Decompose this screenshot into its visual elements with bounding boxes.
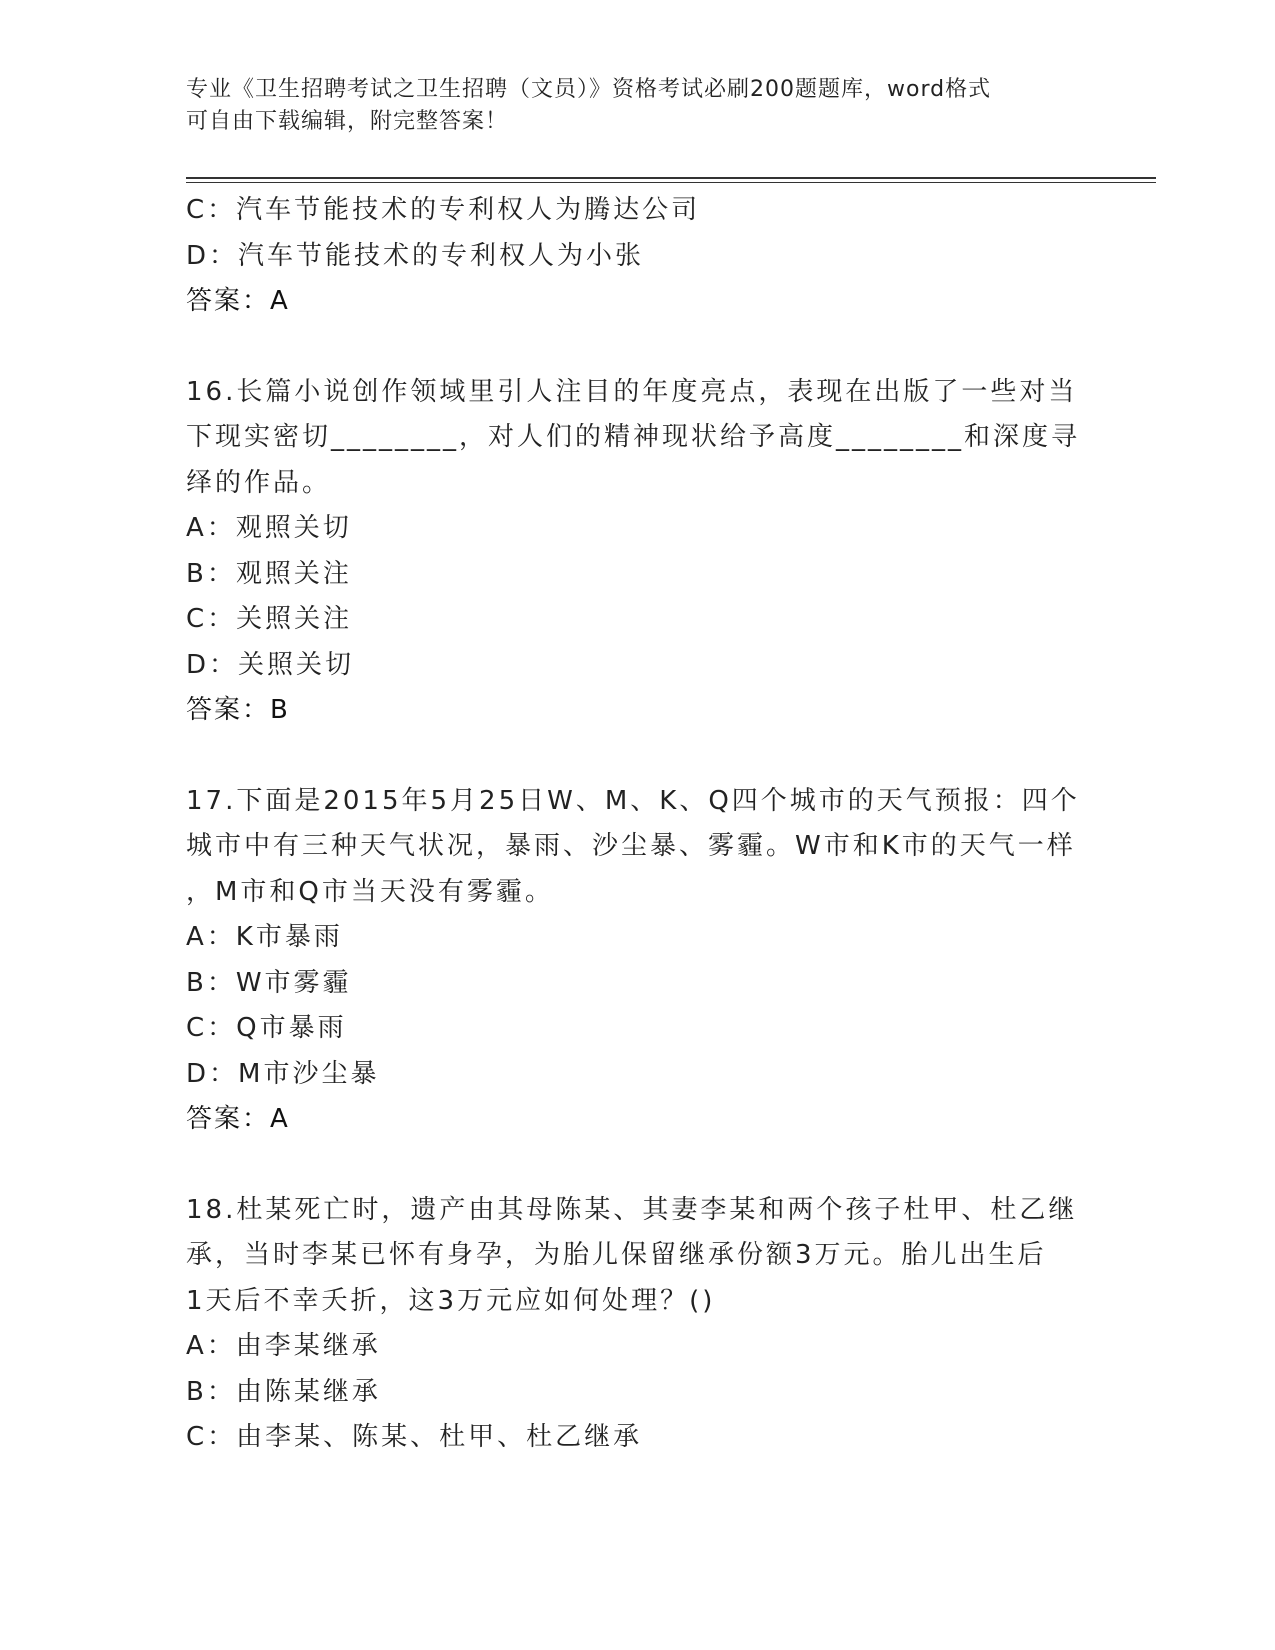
question-text-line: 绎的作品。 xyxy=(186,467,332,498)
option-b: B：由陈某继承 xyxy=(186,1376,381,1407)
answer-line: 答案：B xyxy=(186,695,290,725)
question-text-line: 1天后不幸夭折，这3万元应如何处理？() xyxy=(186,1285,716,1316)
question-block-15 xyxy=(186,188,1086,325)
option-d: D：汽车节能技术的专利权人为小张 xyxy=(186,240,645,271)
question-text-line: 承，当时李某已怀有身孕，为胎儿保留继承份额3万元。胎儿出生后 xyxy=(186,1240,1047,1270)
option-c: C：汽车节能技术的专利权人为腾达公司 xyxy=(186,195,701,225)
option-b: B：观照关注 xyxy=(186,558,352,589)
option-c: C：关照关注 xyxy=(186,604,353,634)
question-text-line: 下现实密切________，对人们的精神现状给予高度________和深度寻 xyxy=(186,422,1081,452)
question-block-16 xyxy=(186,370,1086,734)
spacer xyxy=(186,1143,1086,1188)
question-block-18 xyxy=(186,1188,1086,1461)
answer-line: 答案：A xyxy=(186,286,290,316)
question-list xyxy=(186,188,1086,1461)
question-text-line: 16.长篇小说创作领域里引人注目的年度亮点，表现在出版了一些对当 xyxy=(186,376,1078,407)
option-b: B：W市雾霾 xyxy=(186,967,352,998)
header-divider-thick xyxy=(186,177,1156,179)
document-header xyxy=(186,74,1086,138)
header-title-line-2: 可自由下载编辑，附完整答案！ xyxy=(186,109,509,134)
question-block-17 xyxy=(186,779,1086,1143)
question-text-line: 城市中有三种天气状况，暴雨、沙尘暴、雾霾。W市和K市的天气一样 xyxy=(186,831,1076,861)
option-a: A：观照关切 xyxy=(186,513,352,543)
question-text-line: 17.下面是2015年5月25日W、M、K、Q四个城市的天气预报：四个 xyxy=(186,785,1080,816)
option-a: A：K市暴雨 xyxy=(186,922,343,952)
spacer xyxy=(186,734,1086,779)
question-text-line: 18.杜某死亡时，遗产由其母陈某、其妻李某和两个孩子杜甲、杜乙继 xyxy=(186,1194,1078,1225)
question-text-line: ，M市和Q市当天没有雾霾。 xyxy=(186,876,554,907)
header-title-line-1: 专业《卫生招聘考试之卫生招聘（文员）》资格考试必刷200题题库，word格式 xyxy=(186,77,992,102)
option-c: C：Q市暴雨 xyxy=(186,1013,347,1043)
option-c: C：由李某、陈某、杜甲、杜乙继承 xyxy=(186,1422,643,1452)
spacer xyxy=(186,325,1086,370)
header-divider-thin xyxy=(186,182,1156,183)
option-a: A：由李某继承 xyxy=(186,1331,381,1361)
option-d: D：M市沙尘暴 xyxy=(186,1058,380,1089)
answer-line: 答案：A xyxy=(186,1104,290,1134)
option-d: D：关照关切 xyxy=(186,649,355,680)
